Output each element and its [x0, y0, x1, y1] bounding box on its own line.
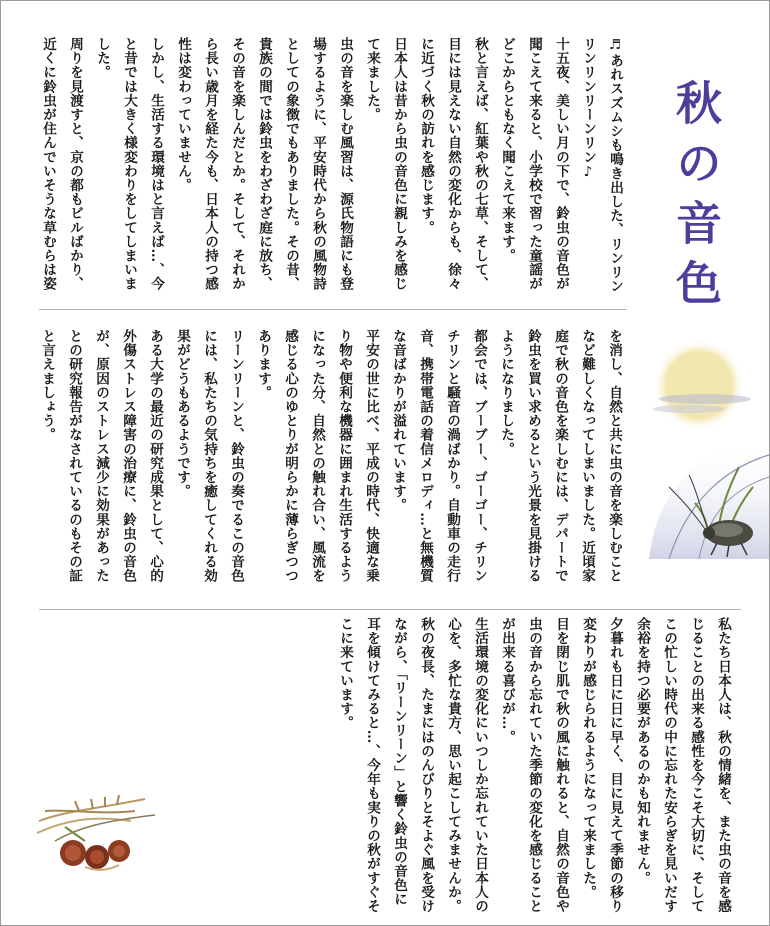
- section-2-text: [31, 329, 627, 587]
- paragraph: 周りを見渡すと、京の都もビルばかり、近くに鈴虫が住んでいそうな草むらは姿: [40, 37, 83, 291]
- page-title: 秋の音色: [669, 79, 723, 319]
- paragraph: 夕暮れも日に日に早く、目に見えて季節の移り変わりが感じられるようになって来ました。: [580, 617, 623, 914]
- section-1-text: [31, 37, 628, 295]
- paragraph: しかし、生活する環境はと言えば…、今と昔では大きく様変わりをしてしまいました。: [94, 37, 164, 291]
- paragraph: 日本人は昔から虫の音色に親しみを感じて来ました。: [364, 37, 407, 291]
- paragraph: リーンリーンと、鈴虫の奏でるこの音色には、私たちの気持ちを癒してくれる効果がどうもあるようです。: [174, 329, 244, 583]
- moon-with-clouds-and-cricket-icon: [629, 337, 769, 559]
- paragraph: ある大学の最近の研究成果として、心的外傷ストレス障害の治療に、鈴虫の音色が、原因のストレス減少に効果があったとの研究報告がなされているのもその証と言えましょう。: [39, 329, 163, 583]
- paragraph: 目を閉じ肌で秋の風に触れると、自然の音色や虫の音から忘れていた季節の変化を感じることが出来る喜びが…。: [499, 617, 569, 914]
- autumn-grass-and-chestnuts-icon: [35, 781, 161, 877]
- paragraph: 生活環境の変化にいつしか忘れていた日本人の心を、多忙な貴方、思い起こしてみませんか。: [445, 617, 488, 914]
- paragraph: 平安の世に比べ、平成の時代、快適な乗り物や便利な機器に囲まれ生活するようになった分、自然との触れ合い、風流を感じる心のゆとりが明らかに薄らぎつつあります。: [255, 329, 379, 583]
- section-3-text: [196, 617, 736, 917]
- paragraph: 都会では、ブーブー、ゴーゴー、チリンチリンと騒音の渦ばかり。自動車の走行音、携帯電話の着信メロディ…と無機質な音ばかりが溢れています。: [390, 329, 487, 583]
- paragraph: を消し、自然と共に虫の音を楽しむことなど難しくなってしまいました。近頃家庭で秋の音色を楽しむには、デパートで鈴虫を買い求めるという光景を見掛けるようになりました。: [498, 329, 622, 583]
- paragraph: 秋の夜長、たまにはのんびりとそよぐ風を受けながら、「リーンリーン」と響く鈴虫の音色に耳を傾けてみると…、今年も実りの秋がすぐそこに来ています。: [337, 617, 434, 914]
- paragraph: 秋と言えば、紅葉や秋の七草、そして、目には見えない自然の変化からも、徐々に近づく秋の訪れを感じます。: [418, 37, 488, 291]
- divider: [39, 609, 741, 610]
- divider: [39, 309, 627, 310]
- paragraph: 私たち日本人は、秋の情緒を、また虫の音を感じることの出来る感性を今こそ大切に、そしてこの忙しい時代の中に忘れた安らぎを見いだす余裕を持つ必要があるのかも知れません。: [634, 617, 731, 914]
- paragraph: ♬あれスズムシも鳴き出した、リンリンリンリンリーンリン♪: [580, 37, 623, 294]
- paragraph: 十五夜、美しい月の下で、鈴虫の音色が聞こえて来ると、小学校で習った童謡がどこからともなく聞こえて来ます。: [499, 37, 569, 291]
- paragraph: 虫の音を楽しむ風習は、源氏物語にも登場するように、平安時代から秋の風物詩としての象徴でもありました。その昔、貴族の間では鈴虫をわざわざ庭に放ち、その音を楽しんだとか。そして、それから長い歳月を経た今も、日本人の持つ感性は変わっていません。: [175, 37, 353, 291]
